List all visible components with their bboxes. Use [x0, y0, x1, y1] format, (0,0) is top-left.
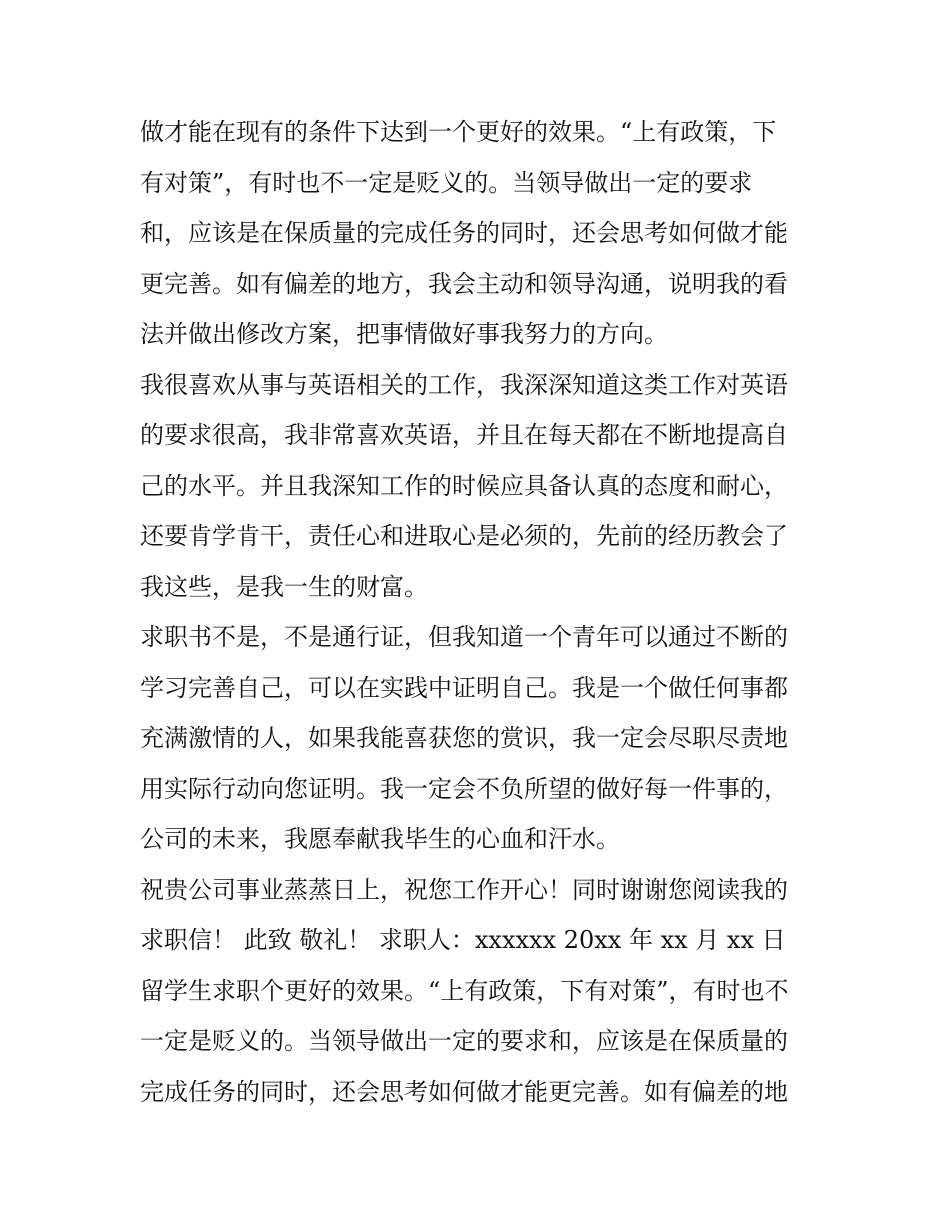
text-line: 充满激情的人，如果我能喜获您的赏识，我一定会尽职尽责地	[140, 724, 788, 752]
text-line: 法并做出修改方案，把事情做好事我努力的方向。	[140, 320, 668, 348]
text-line: 和，应该是在保质量的完成任务的同时，还会思考如何做才能	[140, 219, 788, 247]
text-line: 做才能在现有的条件下达到一个更好的效果。“上有政策，下	[140, 118, 777, 146]
text-line: 留学生求职个更好的效果。“上有政策，下有对策”，有时也不	[140, 976, 789, 1005]
text-line: 有对策”，有时也不一定是贬义的。当领导做出一定的要求	[140, 168, 753, 197]
text-line: 祝贵公司事业蒸蒸日上，祝您工作开心！同时谢谢您阅读我的	[140, 875, 788, 904]
text-line: 公司的未来，我愿奉献我毕生的心血和汗水。	[140, 825, 620, 853]
text-line: 我这些，是我一生的财富。	[140, 572, 428, 601]
text-line: 还要肯学肯干，责任心和进取心是必须的，先前的经历教会了	[140, 522, 788, 550]
text-line: 一定是贬义的。当领导做出一定的要求和，应该是在保质量的	[140, 1027, 788, 1055]
text-line: 的要求很高，我非常喜欢英语，并且在每天都在不断地提高自	[140, 421, 788, 449]
text-line: 学习完善自己，可以在实践中证明自己。我是一个做任何事都	[140, 673, 788, 702]
text-line: 我很喜欢从事与英语相关的工作，我深深知道这类工作对英语	[140, 370, 788, 399]
body-text	[140, 107, 820, 1117]
text-line: 用实际行动向您证明。我一定会不负所望的做好每一件事的，	[140, 774, 788, 803]
signature-line: 求职信！ 此致 敬礼！ 求职人：xxxxxx 20xx 年 xx 月 xx 日	[140, 926, 786, 954]
text-line: 己的水平。并且我深知工作的时候应具备认真的态度和耐心，	[140, 471, 788, 500]
text-line: 完成任务的同时，还会思考如何做才能更完善。如有偏差的地	[140, 1077, 788, 1106]
text-line: 更完善。如有偏差的地方，我会主动和领导沟通，说明我的看	[140, 269, 788, 298]
text-line: 求职书不是，不是通行证，但我知道一个青年可以通过不断的	[140, 623, 788, 651]
